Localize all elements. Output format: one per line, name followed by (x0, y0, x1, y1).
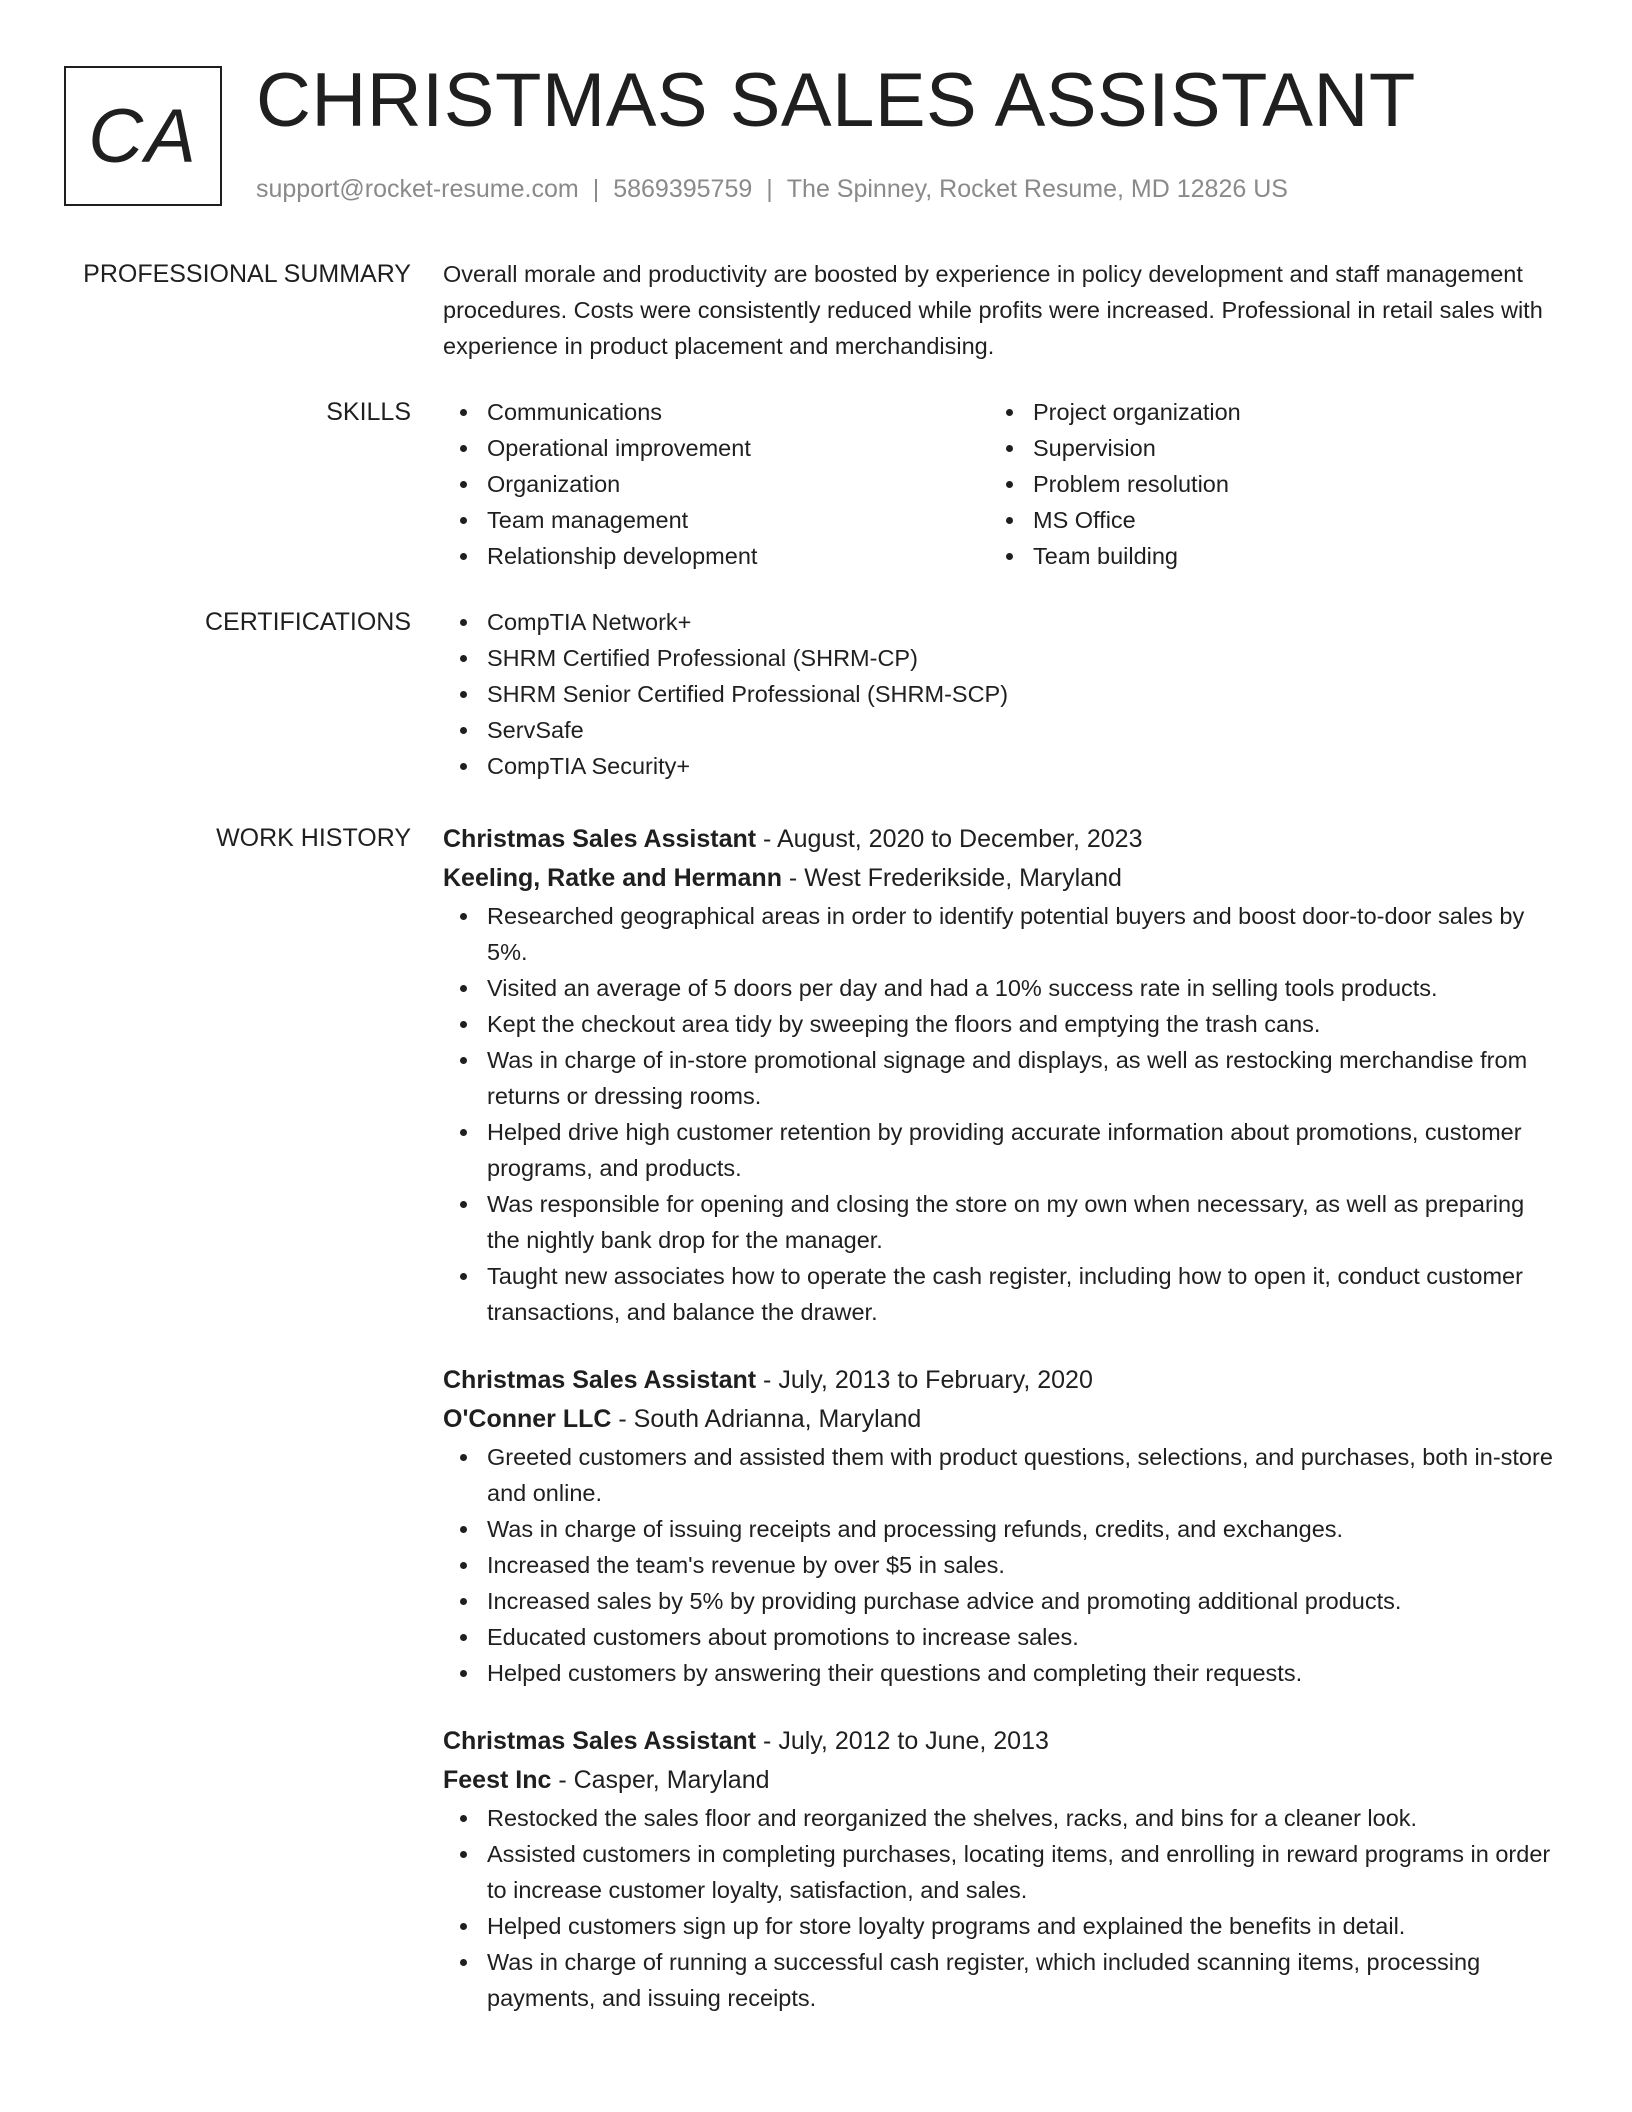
job-company: Feest Inc (443, 1766, 552, 1794)
contact-separator: | (766, 175, 773, 203)
summary-text: Overall morale and productivity are boosted by experience in policy development and staff management procedures. Costs were consistently reduced while profits were increased. Professional in retail sales with experience in product placement and merchandising. (443, 261, 1543, 359)
job-bullet: Was responsible for opening and closing the store on my own when necessary, as well as preparing the nightly bank drop for the manager. (443, 1186, 1555, 1258)
job-entry (443, 1722, 1555, 2016)
job-title: Christmas Sales Assistant (443, 1366, 757, 1394)
section-label-summary: PROFESSIONAL SUMMARY (83, 260, 411, 288)
job-bullet: Helped customers by answering their questions and completing their requests. (443, 1655, 1555, 1691)
job-bullet: Visited an average of 5 doors per day and had a 10% success rate in selling tools products. (443, 970, 1555, 1006)
job-title: Christmas Sales Assistant (443, 1727, 757, 1755)
job-bullet: Assisted customers in completing purchases, locating items, and enrolling in reward programs in order to increase customer loyalty, satisfaction, and sales. (443, 1836, 1555, 1908)
job-company-line (443, 1400, 1555, 1439)
certification-item: CompTIA Network+ (443, 604, 1555, 640)
job-title-line (443, 1361, 1555, 1400)
job-bullet: Was in charge of in-store promotional signage and displays, as well as restocking merchandise from returns or dressing rooms. (443, 1042, 1555, 1114)
job-location: - South Adrianna, Maryland (611, 1405, 922, 1433)
skill-item: Team building (989, 538, 1535, 574)
job-bullet: Greeted customers and assisted them with product questions, selections, and purchases, both in-store and online. (443, 1439, 1555, 1511)
contact-separator: | (592, 175, 600, 203)
job-bullet: Restocked the sales floor and reorganized the shelves, racks, and bins for a cleaner look. (443, 1800, 1555, 1836)
contact-address: The Spinney, Rocket Resume, MD 12826 US (786, 175, 1288, 203)
skill-item: Operational improvement (443, 430, 989, 466)
job-bullet-list (443, 898, 1555, 1330)
job-company: Keeling, Ratke and Hermann (443, 864, 782, 892)
section-label-skills: SKILLS (326, 398, 411, 426)
job-bullet: Helped customers sign up for store loyalty programs and explained the benefits in detail. (443, 1908, 1555, 1944)
monogram-logo: CA (64, 66, 222, 206)
contact-phone[interactable]: 5869395759 (613, 175, 753, 203)
skills-list-right (989, 394, 1535, 574)
job-bullet-list (443, 1800, 1555, 2016)
skill-item: Relationship development (443, 538, 989, 574)
job-bullet: Researched geographical areas in order to identify potential buyers and boost door-to-door sales by 5%. (443, 898, 1555, 970)
job-bullet: Increased sales by 5% by providing purchase advice and promoting additional products. (443, 1583, 1555, 1619)
section-label-work-history: WORK HISTORY (216, 824, 411, 852)
certifications-list (443, 604, 1555, 784)
job-dates: - August, 2020 to December, 2023 (756, 825, 1143, 853)
skill-item: Project organization (989, 394, 1535, 430)
skill-item: MS Office (989, 502, 1535, 538)
skill-item: Supervision (989, 430, 1535, 466)
certifications-body (443, 604, 1555, 784)
contact-email[interactable]: support@rocket-resume.com (256, 175, 579, 203)
skill-item: Communications (443, 394, 989, 430)
job-bullet: Taught new associates how to operate the cash register, including how to open it, conduct customer transactions, and balance the drawer. (443, 1258, 1555, 1330)
job-entry (443, 1361, 1555, 1691)
certification-item: ServSafe (443, 712, 1555, 748)
skills-columns (443, 394, 1555, 574)
job-title: Christmas Sales Assistant (443, 825, 757, 853)
job-dates: - July, 2013 to February, 2020 (756, 1366, 1093, 1394)
certification-item: SHRM Senior Certified Professional (SHRM-SCP) (443, 676, 1555, 712)
job-entry (443, 820, 1555, 1330)
job-title-line (443, 1722, 1555, 1761)
skill-item: Organization (443, 466, 989, 502)
job-bullet: Increased the team's revenue by over $5 in sales. (443, 1547, 1555, 1583)
job-company: O'Conner LLC (443, 1405, 612, 1433)
job-location: - Casper, Maryland (551, 1766, 770, 1794)
skill-item: Problem resolution (989, 466, 1535, 502)
job-bullet: Educated customers about promotions to increase sales. (443, 1619, 1555, 1655)
job-bullet: Helped drive high customer retention by providing accurate information about promotions, customer programs, and products. (443, 1114, 1555, 1186)
job-bullet: Was in charge of issuing receipts and processing refunds, credits, and exchanges. (443, 1511, 1555, 1547)
section-label-certifications: CERTIFICATIONS (204, 608, 411, 636)
job-title-line (443, 820, 1555, 859)
skills-list-left (443, 394, 989, 574)
job-location: - West Frederikside, Maryland (781, 864, 1122, 892)
job-bullet: Was in charge of running a successful cash register, which included scanning items, processing payments, and issuing receipts. (443, 1944, 1555, 2016)
certification-item: CompTIA Security+ (443, 748, 1555, 784)
skill-item: Team management (443, 502, 989, 538)
job-bullet-list (443, 1439, 1555, 1691)
job-bullet: Kept the checkout area tidy by sweeping the floors and emptying the trash cans. (443, 1006, 1555, 1042)
contact-line (256, 174, 1288, 204)
job-dates: - July, 2012 to June, 2013 (756, 1727, 1049, 1755)
job-company-line (443, 1761, 1555, 1800)
work-history-body (443, 820, 1555, 2047)
certification-item: SHRM Certified Professional (SHRM-CP) (443, 640, 1555, 676)
job-company-line (443, 859, 1555, 898)
page-title: CHRISTMAS SALES ASSISTANT (256, 58, 1416, 143)
